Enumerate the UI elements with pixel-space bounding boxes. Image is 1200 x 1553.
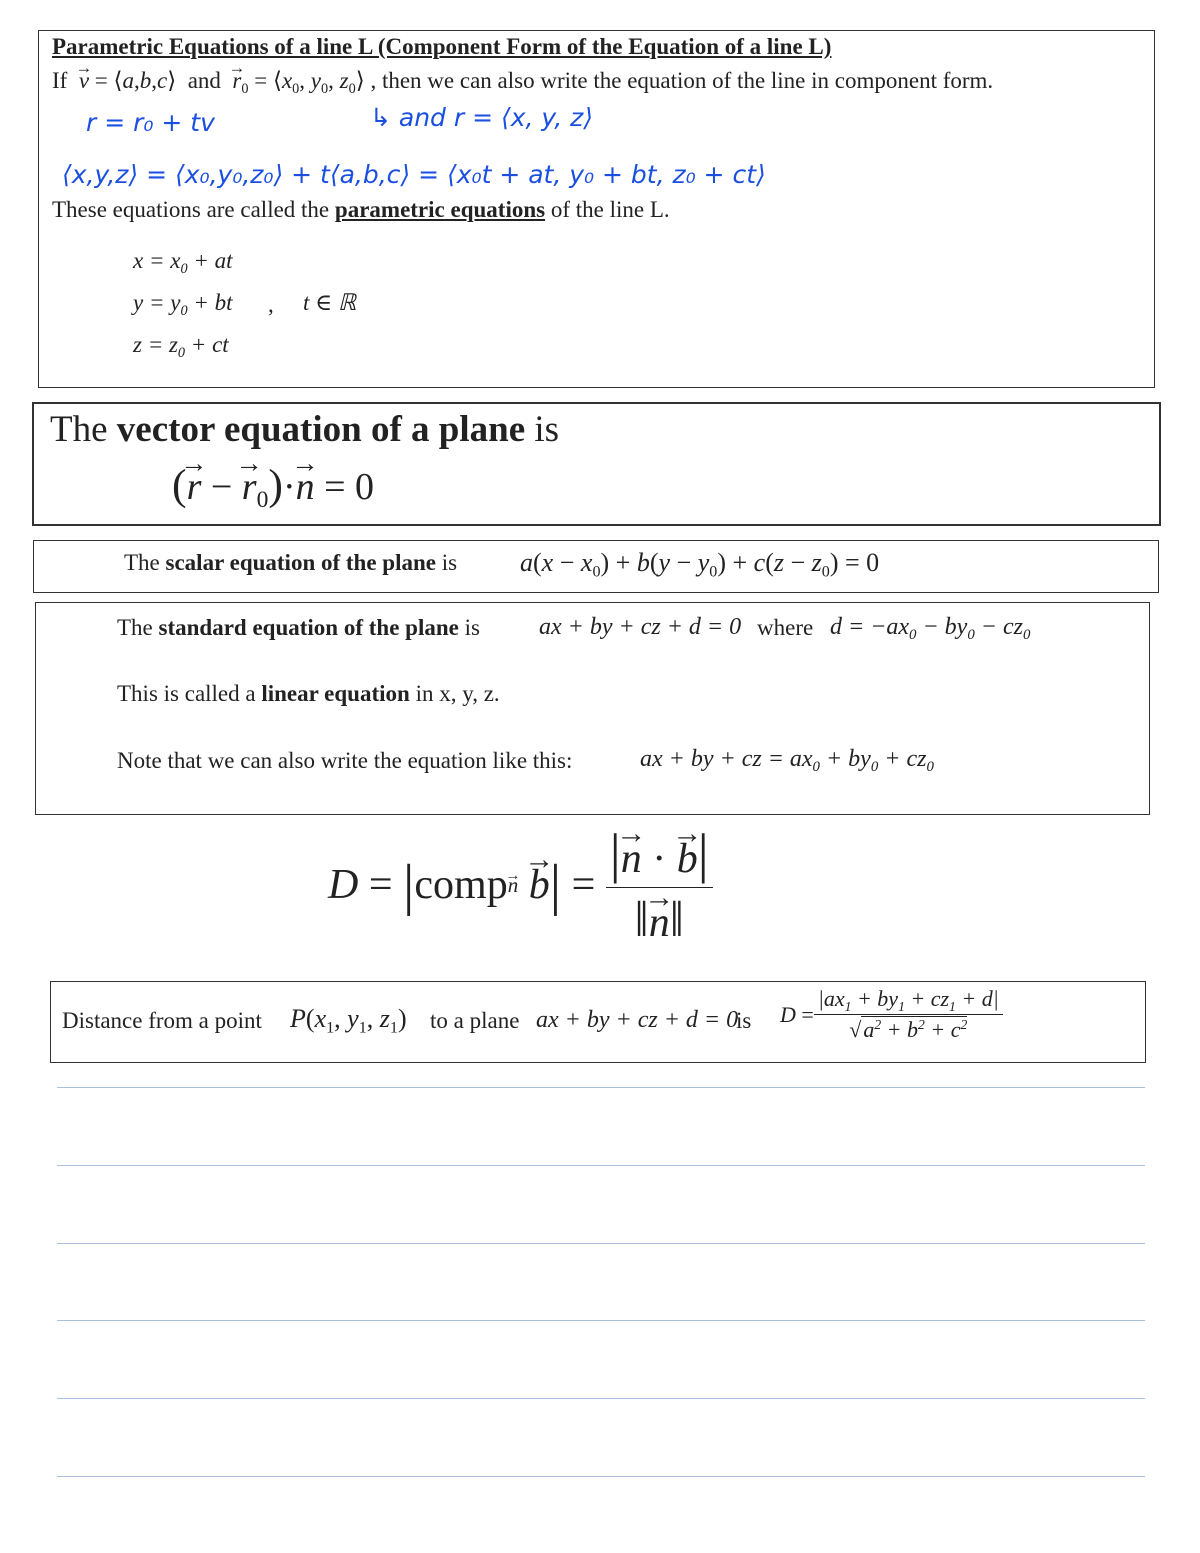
alternate-equation: ax + by + cz = $ax_0 + by_0 + cz_0$ xyxy=(640,746,934,776)
comp-word: comp xyxy=(414,862,508,908)
ruled-line xyxy=(57,1476,1145,1477)
ruled-line xyxy=(57,1398,1145,1399)
parametric-title: Parametric Equations of a line L (Component Form of the Equation of a line L) xyxy=(52,34,832,59)
vector-r0: → r xyxy=(232,68,241,94)
scalar-equation: $a(x - x_0) + b(y - y_0) + c(z - z_0) = 0$ xyxy=(520,548,880,581)
then-text: , then we can also write the equation of the line in component form. xyxy=(370,68,994,93)
equation-y: $y = y_0$ + bt xyxy=(133,290,233,319)
is-word: is xyxy=(736,1008,752,1033)
parametric-equations-term: parametric equations xyxy=(334,197,546,222)
distance-comp-formula: D = | comp n → b | = $\frac{|\to n \cdot \to b|}{‖\to n‖}$ xyxy=(328,822,713,948)
t-domain: t ∈ ℝ xyxy=(303,290,357,315)
where-word: where xyxy=(757,615,814,640)
scalar-equation-line: The scalar equation of the plane is xyxy=(124,550,458,575)
distance-prefix: Distance from a point xyxy=(62,1008,262,1033)
vector-equation-heading: The vector equation of a plane is xyxy=(50,409,560,450)
and-word: and xyxy=(187,68,221,93)
linear-equation-line: This is called a linear equation in x, y, z. xyxy=(117,681,500,706)
handwritten-note-1: r = r₀ + tv xyxy=(86,108,215,137)
handwritten-note-3: ⟨x,y,z⟩ = ⟨x₀,y₀,z₀⟩ + t⟨a,b,c⟩ = ⟨x₀t + at, y₀ + bt, z₀ + ct⟩ xyxy=(62,160,766,189)
point-p: $P(x_1$, $y_1$, $z_1$) xyxy=(290,1004,407,1037)
equation-x: $x = x_0$ + at xyxy=(133,248,233,277)
ruled-line xyxy=(57,1087,1145,1088)
distance-mid: to a plane xyxy=(430,1008,520,1033)
ruled-line xyxy=(57,1165,1145,1166)
note-line: Note that we can also write the equation like this: xyxy=(117,748,573,773)
vector-equation: (→ r − → $r_0)\cdot\to n = 0$ xyxy=(172,460,374,510)
d-definition: $d = -ax_0 - by_0 - cz_0$ xyxy=(830,614,1031,644)
vector-v: → v xyxy=(79,68,89,94)
standard-equation-line: The standard equation of the plane is xyxy=(117,615,480,640)
comp-fraction: $\frac{|\to n \cdot \to b|}{‖\to n‖}$ xyxy=(606,822,713,948)
handwritten-note-2: ↳ and r = ⟨x, y, z⟩ xyxy=(370,103,594,132)
ruled-line xyxy=(57,1320,1145,1321)
if-line: If → v = ⟨a,b,c⟩ and → $r_0$ = $⟨x_0$, $y_0$, $z_0⟩$ , then we can also write the equation of the line in component form. xyxy=(52,68,993,94)
vector-r0-plane: → r xyxy=(242,465,257,509)
vector-n: → n xyxy=(296,465,315,509)
if-word: If xyxy=(52,68,68,93)
parametric-called-line: These equations are called the parametric equations of the line L. xyxy=(52,197,670,222)
vector-r: → r xyxy=(187,465,202,509)
equation-z: $z = z_0$ + ct xyxy=(133,332,229,361)
standard-equation: ax + by + cz + d = 0 xyxy=(539,614,742,640)
comma: , xyxy=(268,292,274,317)
distance-point-formula: D = $\frac{|ax_1 + by_1 + cz_1 + d|}{√a^2 + b^2 + c^2}$ xyxy=(780,986,1003,1043)
ruled-line xyxy=(57,1243,1145,1244)
plane-equation: ax + by + cz + d = 0 xyxy=(536,1007,739,1033)
distance-fraction: $\frac{|ax_1 + by_1 + cz_1 + d|}{√a^2 + b^2 + c^2}$ xyxy=(814,986,1003,1043)
